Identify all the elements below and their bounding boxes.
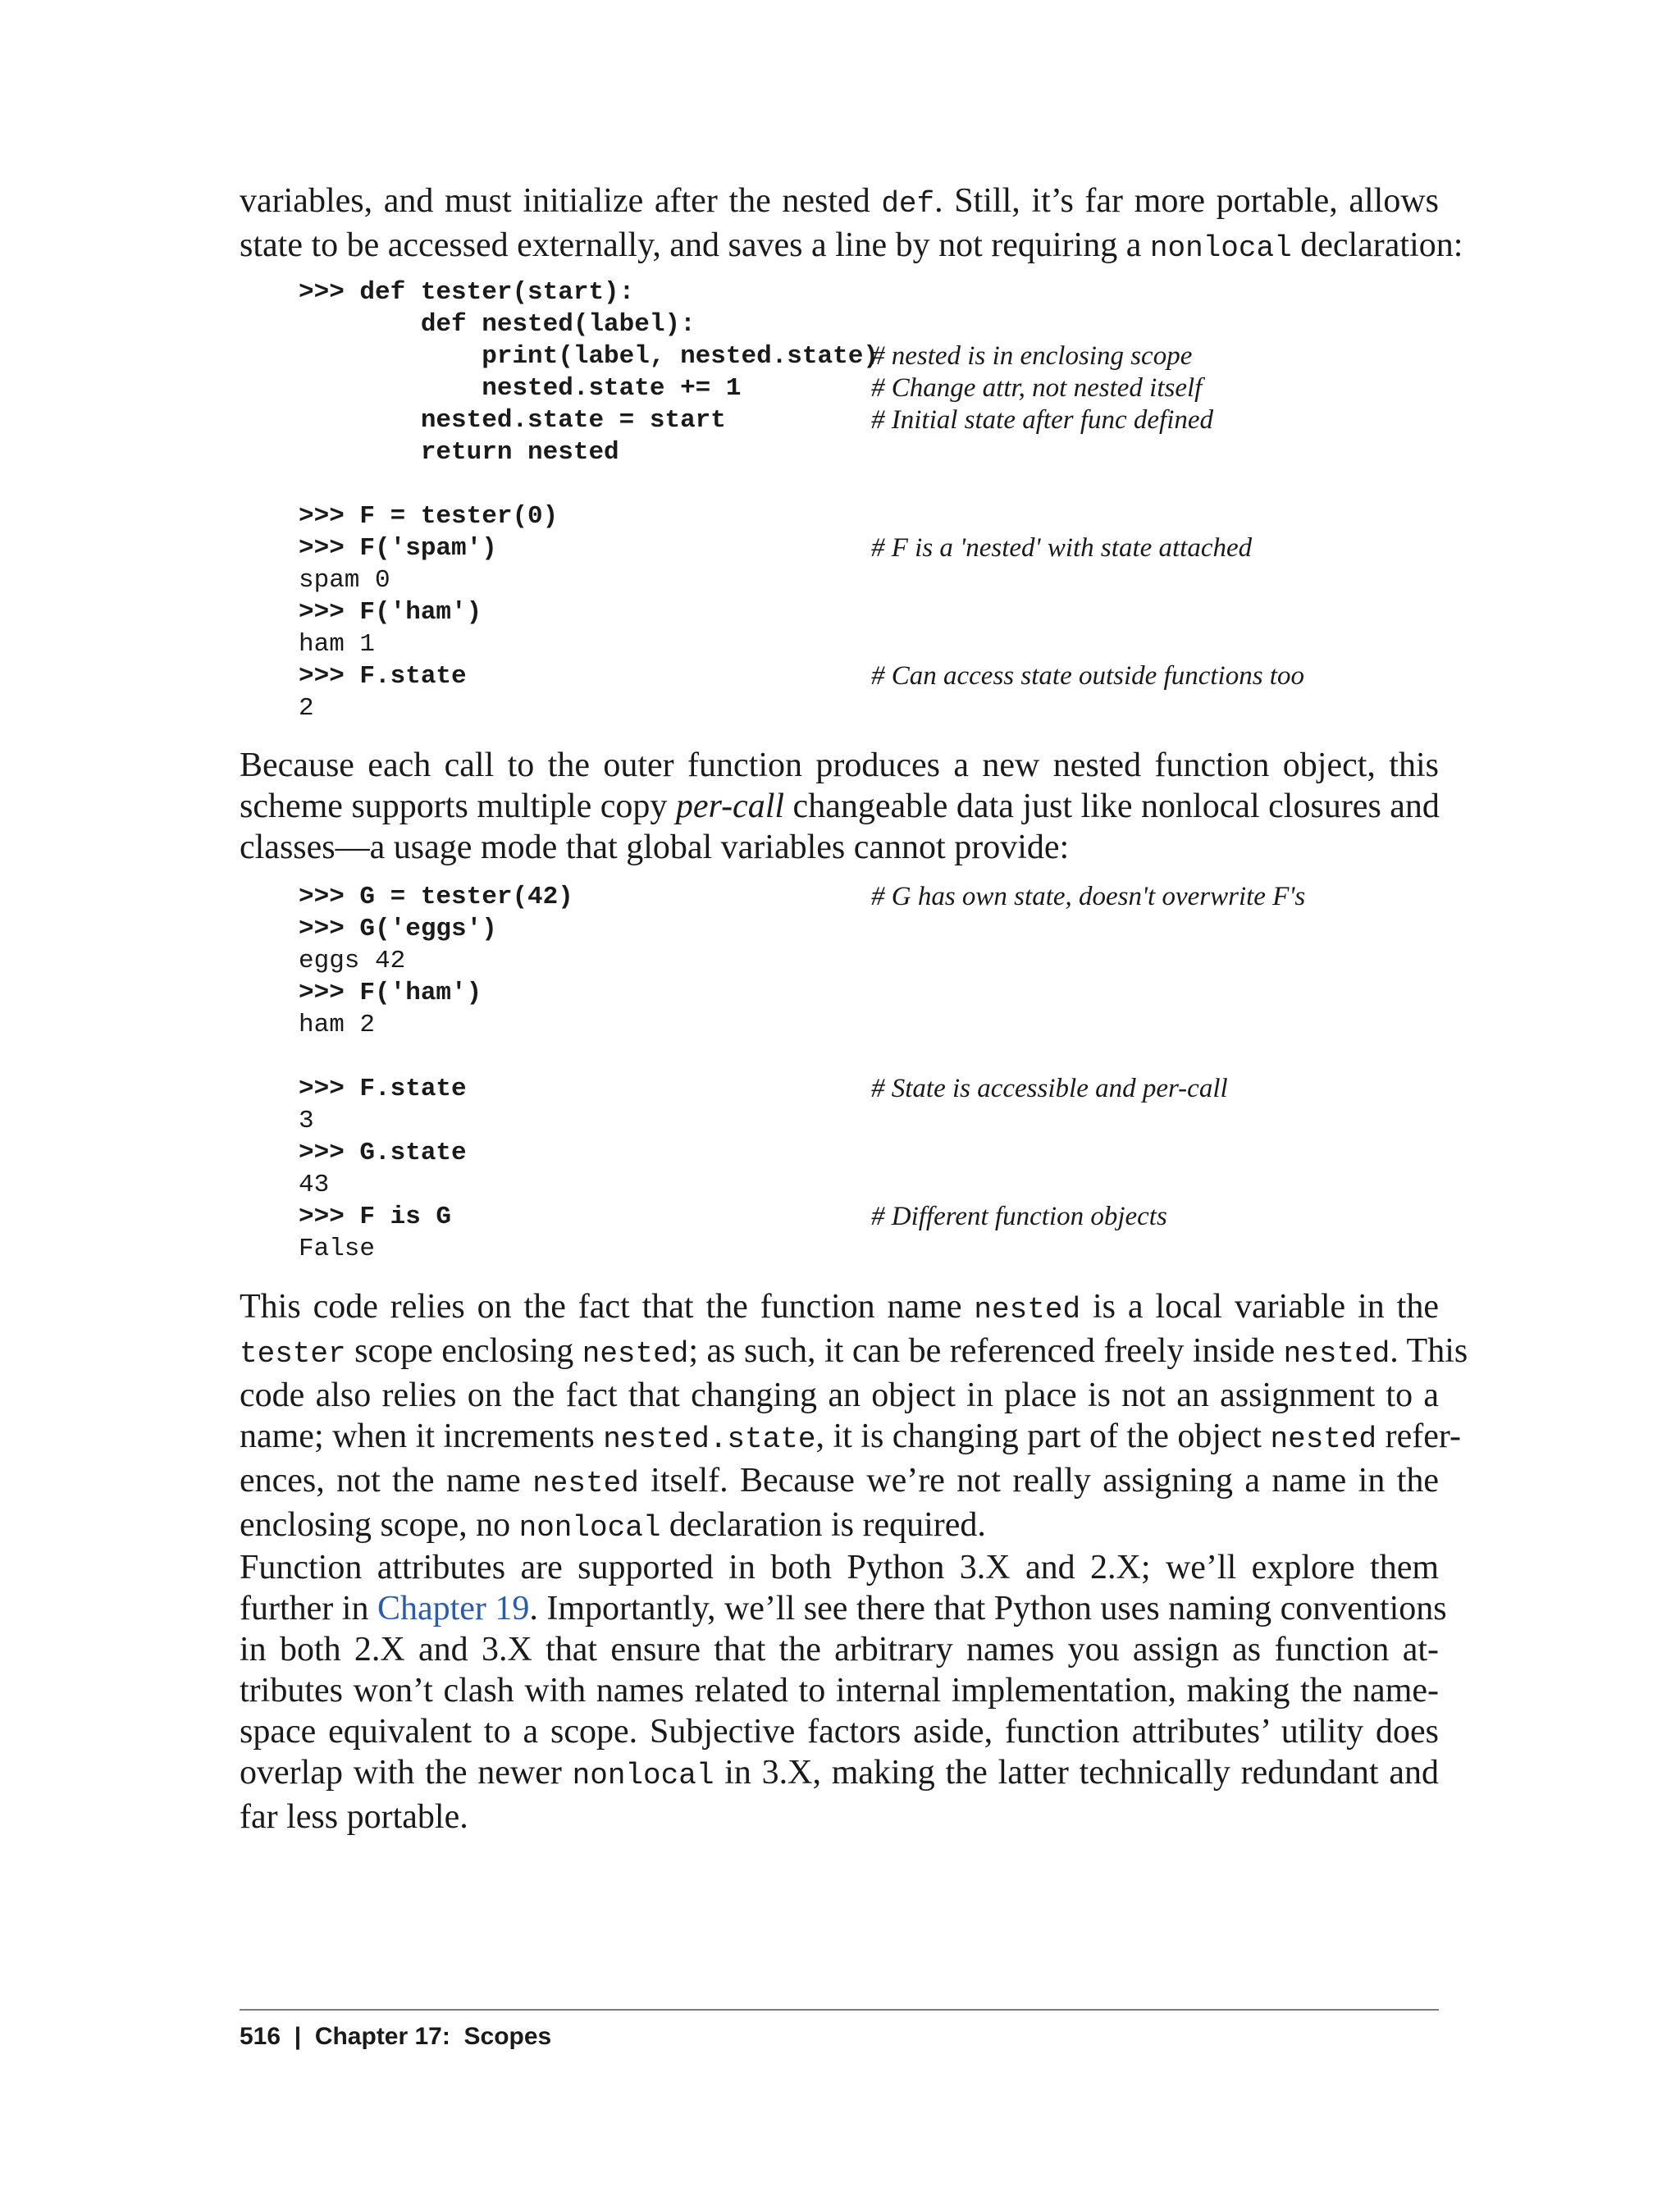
- text-line: enclosing scope, no nonlocal declaration is required.: [240, 1506, 986, 1545]
- page-footer: [240, 2023, 551, 2051]
- code-line: >>> F('ham'): [299, 598, 482, 627]
- text-line: far less portable.: [240, 1798, 468, 1836]
- paragraph-1: [240, 180, 1463, 269]
- inline-code: tester: [240, 1337, 346, 1371]
- inline-code: nested: [1270, 1422, 1377, 1456]
- code-line: >>> F = tester(0): [299, 502, 559, 531]
- code-line: >>> F('spam') # F is a 'nested' with state attached: [299, 533, 1253, 563]
- inline-code: nested: [1283, 1337, 1390, 1371]
- code-line: nested.state = start # Initial state after func defined: [299, 405, 1214, 435]
- text-line: space equivalent to a scope. Subjective factors aside, function attributes’ utility does: [240, 1713, 1439, 1751]
- text-line: overlap with the newer nonlocal in 3.X, making the latter technically redundant and: [240, 1754, 1439, 1792]
- inline-code: nested: [532, 1467, 639, 1500]
- text-line: ences, not the name nested itself. Because we’re not really assigning a name in the: [240, 1462, 1440, 1500]
- text-line: Function attributes are supported in both Python 3.X and 2.X; we’ll explore them: [240, 1549, 1439, 1586]
- code-line: ham 2: [299, 1011, 376, 1039]
- inline-code: nonlocal: [572, 1759, 714, 1792]
- code-line: >>> G('eggs'): [299, 915, 497, 943]
- code-line: [299, 468, 1447, 500]
- paragraph-2: [240, 745, 1439, 868]
- text-line: in both 2.X and 3.X that ensure that the arbitrary names you assign as function at-: [240, 1631, 1439, 1669]
- text-line: state to be accessed externally, and saves a line by not requiring a nonlocal declaration:: [240, 226, 1463, 265]
- code-block-2: [299, 881, 1447, 1265]
- emphasis: per-call: [675, 788, 785, 825]
- code-line: nested.state += 1 # Change attr, not nested itself: [299, 373, 1203, 403]
- page-number: 516: [240, 2023, 281, 2050]
- code-line: >>> F.state # State is accessible and per-call: [299, 1074, 1228, 1103]
- code-line: >>> def tester(start):: [299, 278, 635, 307]
- code-line: 2: [299, 694, 314, 723]
- text-line: classes—a usage mode that global variables cannot provide:: [240, 829, 1070, 866]
- code-line: >>> F.state # Can access state outside functions too: [299, 661, 1304, 691]
- code-line: >>> G = tester(42) # G has own state, doesn't overwrite F's: [299, 882, 1306, 911]
- code-line: [299, 1041, 1447, 1073]
- code-line: print(label, nested.state) # nested is in enclosing scope: [299, 341, 1193, 371]
- code-line: False: [299, 1235, 376, 1263]
- footer-rule: [240, 2009, 1439, 2011]
- code-line: >>> F('ham'): [299, 979, 482, 1007]
- text-line: variables, and must initialize after the nested def. Still, it’s far more portable, allows: [240, 182, 1440, 221]
- text-line: name; when it increments nested.state, it is changing part of the object nested refer-: [240, 1418, 1461, 1456]
- inline-code: def: [881, 187, 935, 221]
- code-line: def nested(label):: [299, 310, 696, 339]
- code-line: >>> G.state: [299, 1139, 467, 1167]
- text-line: scheme supports multiple copy per-call changeable data just like nonlocal closures and: [240, 788, 1440, 825]
- code-line: 43: [299, 1171, 330, 1199]
- code-line: ham 1: [299, 630, 376, 659]
- text-line: This code relies on the fact that the function name nested is a local variable in the: [240, 1288, 1439, 1326]
- code-line: spam 0: [299, 566, 390, 595]
- inline-code: nonlocal: [518, 1511, 661, 1545]
- chapter-title: Chapter 17: Scopes: [314, 2023, 552, 2050]
- code-block-1: [299, 276, 1447, 724]
- chapter-19-link[interactable]: Chapter 19: [377, 1590, 530, 1628]
- inline-code: nested: [974, 1293, 1081, 1326]
- paragraph-3: [240, 1286, 1468, 1549]
- code-line: eggs 42: [299, 947, 406, 975]
- text-line: Because each call to the outer function produces a new nested function object, this: [240, 746, 1439, 784]
- paragraph-4: [240, 1547, 1447, 1838]
- inline-code: nested.state: [603, 1422, 816, 1456]
- text-line: tester scope enclosing nested; as such, it can be referenced freely inside nested. This: [240, 1332, 1468, 1371]
- footer-separator: |: [294, 2023, 302, 2050]
- inline-code: nonlocal: [1149, 231, 1292, 265]
- inline-code: nested: [582, 1337, 689, 1371]
- text-line: tributes won’t clash with names related to internal implementation, making the name-: [240, 1672, 1439, 1710]
- code-line: 3: [299, 1107, 314, 1135]
- code-line: return nested: [299, 438, 619, 467]
- text-line: further in Chapter 19. Importantly, we’ll see there that Python uses naming conventions: [240, 1590, 1447, 1628]
- code-line: >>> F is G # Different function objects: [299, 1202, 1167, 1231]
- text-line: code also relies on the fact that changing an object in place is not an assignment to a: [240, 1376, 1439, 1414]
